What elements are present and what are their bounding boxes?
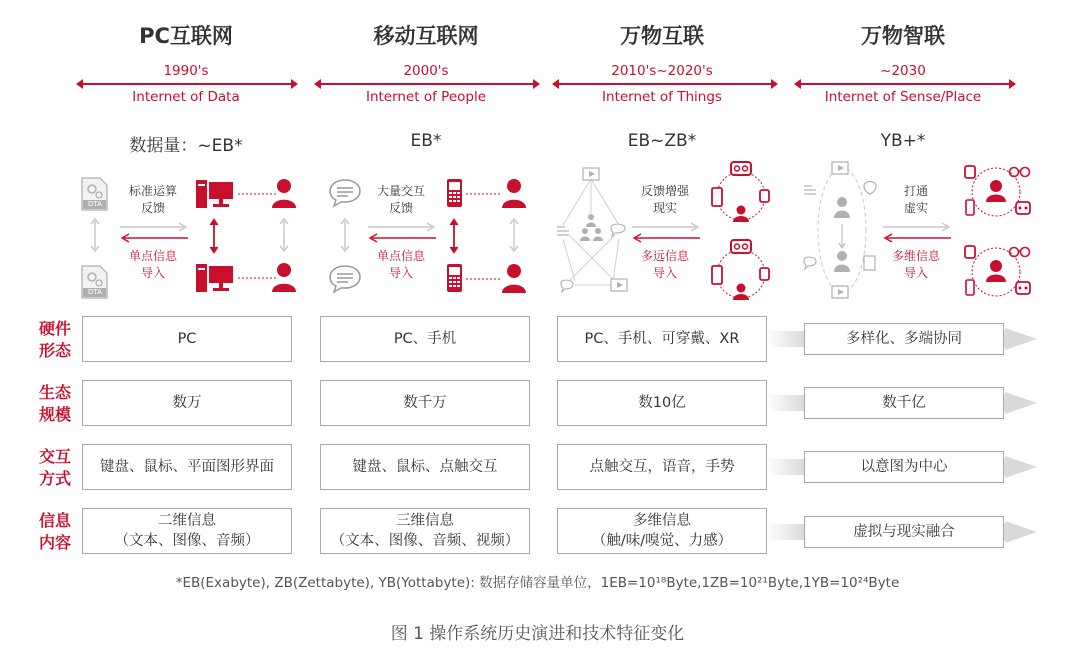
era-internet-type: Internet of Data [132,89,240,105]
trend-fade [767,524,805,540]
chat-bubble-icon [328,264,362,294]
row-cell: 数千万 [320,380,530,426]
era-timeline-arrow [800,83,1010,85]
era-timeline-arrow [82,83,292,85]
chat-bubble-icon [328,178,362,208]
person-icon [500,263,528,293]
era-internet-type: Internet of People [365,89,487,105]
era-title: 移动互联网 [373,24,479,48]
trend-fade [767,459,805,475]
era-years: 2010's~2020's [611,63,713,79]
mobile-phone-icon [445,178,465,208]
era-data-volume: YB+* [880,131,926,151]
row-cell: 多样化、多端协同 [804,323,1004,355]
row-cell: 多维信息 （触/味/嗅觉、力感） [557,508,767,554]
row-cell: 数万 [82,380,292,426]
multi-device-cluster-icon [962,160,1034,220]
virtual-real-graph [802,160,882,300]
row-cell: PC [82,316,292,362]
era-years: ~2030 [880,63,926,79]
row-cell: 虚拟与现实融合 [804,516,1004,548]
row-cell: PC、手机、可穿戴、XR [557,316,767,362]
multi-device-cluster-icon [962,240,1034,300]
gray-double-arrow [509,218,519,252]
era-timeline-arrow [558,83,772,85]
row-cell: 三维信息 （文本、图像、音频、视频） [320,508,530,554]
red-left-arrow [632,233,702,243]
trend-arrow-icon [1005,521,1037,543]
flow-label-bottom: 单点信息 导入 [376,249,425,280]
computer-icon [195,262,235,294]
figure-caption: 图 1 操作系统历史演进和技术特征变化 [390,624,685,644]
flow-label-top: 大量交互 反馈 [376,184,425,215]
era-data-volume: EB~ZB* [627,131,697,151]
person-icon [270,178,298,208]
flow-label-bottom: 多维信息 导入 [891,249,940,280]
era-title: PC互联网 [139,24,233,48]
mobile-phone-icon [445,263,465,293]
trend-fade [767,331,805,347]
era-internet-type: Internet of Sense/Place [824,89,982,105]
flow-label-top: 反馈增强 现实 [640,184,689,215]
row-cell: 数千亿 [804,387,1004,419]
era-years: 1990's [163,63,209,79]
red-double-arrow [449,218,459,254]
gray-right-arrow [632,222,702,232]
gray-double-arrow [279,218,289,252]
red-left-arrow [120,233,190,243]
era-timeline-arrow [320,83,534,85]
gray-right-arrow [883,222,953,232]
row-cell: 键盘、鼠标、点触交互 [320,444,530,490]
row-label: 信息 内容 [38,511,71,552]
era-internet-type: Internet of Things [602,89,722,105]
row-cell: 键盘、鼠标、平面图形界面 [82,444,292,490]
flow-label-top: 打通 虚实 [903,184,928,215]
flow-label-top: 标准运算 反馈 [128,184,177,215]
row-cell: 二维信息 （文本、图像、音频） [82,508,292,554]
row-cell: 数10亿 [557,380,767,426]
red-left-arrow [368,233,438,243]
iot-network-graph [555,165,627,297]
computer-icon [195,178,235,210]
trend-arrow-icon [1005,328,1037,350]
row-cell: PC、手机 [320,316,530,362]
row-cell: 以意图为中心 [804,451,1004,483]
red-double-arrow [209,218,219,254]
dta-label: DTA [88,288,102,296]
device-cluster-icon [710,160,772,222]
gray-right-arrow [368,222,438,232]
trend-arrow-icon [1005,392,1037,414]
row-cell: 点触交互，语音，手势 [557,444,767,490]
row-label: 生态 规模 [38,383,71,424]
era-title: 万物互联 [620,24,704,48]
person-icon [500,178,528,208]
dta-label: DTA [88,200,102,208]
device-cluster-icon [710,238,772,300]
era-title: 万物智联 [861,24,945,48]
flow-label-bottom: 多远信息 导入 [640,249,689,280]
footnote: *EB(Exabyte), ZB(Zettabyte), YB(Yottabyte): 数据存储容量单位，1EB=10¹⁸Byte,1ZB=10²¹Byte,1YB=10²⁴Byte [175,575,900,591]
trend-fade [767,395,805,411]
red-left-arrow [883,233,953,243]
era-data-volume: EB* [410,131,442,151]
gray-double-arrow [340,218,350,252]
gray-double-arrow [90,218,100,252]
trend-arrow-icon [1005,456,1037,478]
row-label: 交互 方式 [38,447,71,488]
flow-label-bottom: 单点信息 导入 [128,249,177,280]
era-data-volume: 数据量：~EB* [129,136,243,156]
era-years: 2000's [403,63,449,79]
gray-right-arrow [120,222,190,232]
row-label: 硬件 形态 [38,319,71,360]
person-icon [270,262,298,292]
